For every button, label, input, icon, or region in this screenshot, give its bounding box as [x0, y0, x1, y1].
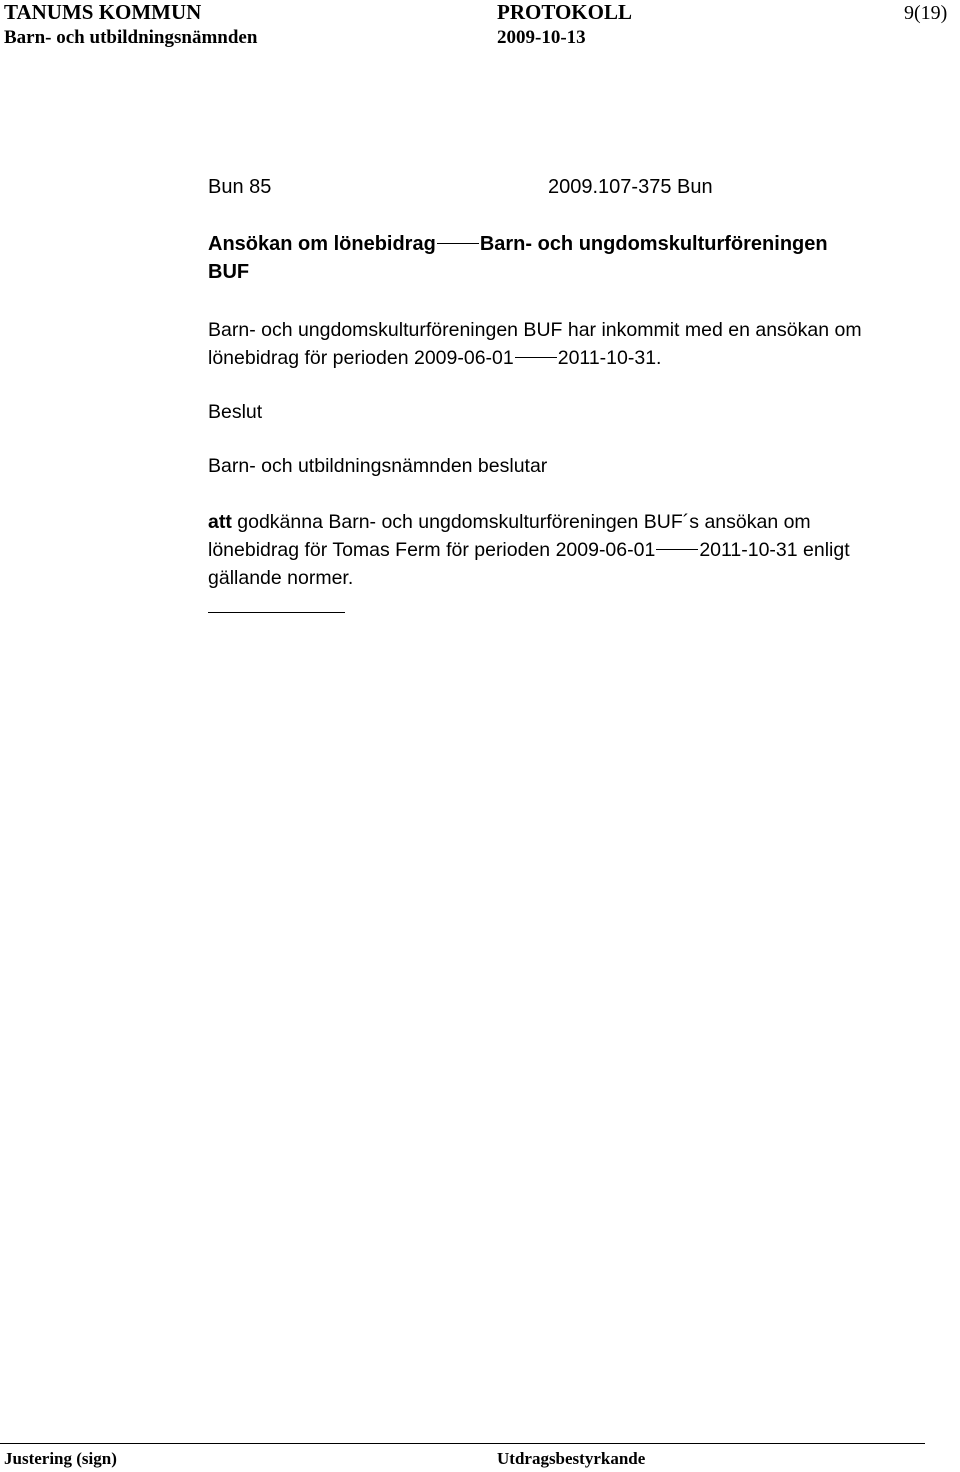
footer-utdragsbestyrkande: Utdragsbestyrkande: [497, 1449, 646, 1468]
footer-rule: [0, 1443, 925, 1444]
section-divider: [208, 612, 345, 613]
case-reference: 2009.107-375 Bun: [548, 176, 713, 198]
decision-period-start: lönebidrag för Tomas Ferm för perioden 2009-06-01: [208, 539, 656, 561]
case-title-part2: Barn- och ungdomskulturföreningen: [479, 233, 828, 255]
intro-period-end: 2011-10-31.: [557, 347, 662, 369]
intro-line1: Barn- och ungdomskulturföreningen BUF har inkommit med en ansökan om: [208, 319, 862, 341]
decision-heading: Beslut: [208, 401, 263, 423]
decision-period-dash: [656, 549, 698, 550]
att-keyword: att: [208, 511, 232, 533]
page-number: 9(19): [904, 2, 948, 24]
decision-period-end: 2011-10-31 enligt: [699, 539, 850, 561]
case-title-part1: Ansökan om lönebidrag: [208, 233, 436, 255]
committee-name: Barn- och utbildningsnämnden: [4, 27, 258, 48]
meeting-date: 2009-10-13: [497, 27, 586, 48]
decision-line2: [208, 536, 850, 564]
decision-line3: gällande normer.: [208, 567, 354, 589]
decision-preamble: Barn- och utbildningsnämnden beslutar: [208, 455, 548, 477]
organization-name: TANUMS KOMMUN: [4, 0, 202, 24]
decision-line1: [208, 508, 811, 536]
document-type: PROTOKOLL: [497, 0, 632, 24]
period-dash: [515, 357, 557, 358]
intro-period-start: lönebidrag för perioden 2009-06-01: [208, 347, 514, 369]
decision-line1-text: godkänna Barn- och ungdomskulturföreningen BUF´s ansökan om: [231, 511, 811, 533]
title-dash: [437, 243, 479, 244]
footer-justering: Justering (sign): [4, 1449, 117, 1468]
case-number: Bun 85: [208, 176, 272, 198]
case-title-line2: BUF: [208, 261, 250, 283]
intro-line2: [208, 344, 661, 372]
case-title: [208, 230, 828, 258]
